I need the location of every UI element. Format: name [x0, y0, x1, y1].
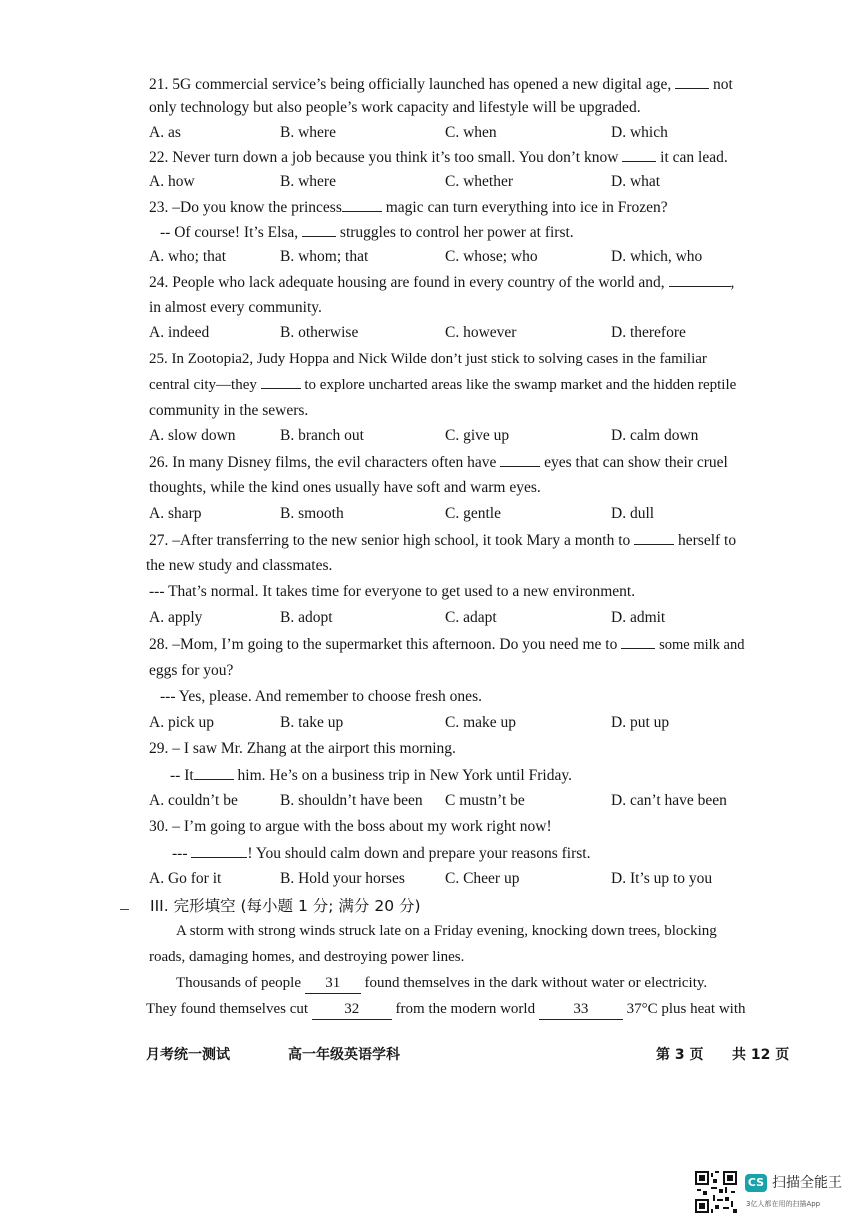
- passage-text-b: found themselves in the dark without water or electricity.: [364, 975, 708, 991]
- q28-line3: --- Yes, please. And remember to choose fresh ones.: [160, 688, 482, 705]
- q30-options: [149, 869, 799, 889]
- q21-text-a: 21. 5G commercial service’s being officially launched has opened a new digital age,: [149, 76, 672, 93]
- q28-option-a[interactable]: A. pick up: [149, 714, 215, 731]
- q23-options: [149, 247, 799, 267]
- q24-option-d[interactable]: D. therefore: [611, 324, 686, 341]
- q24-line1: 24. People who lack adequate housing are found in every country of the world and, ,: [149, 274, 735, 291]
- blank-33: 33: [539, 999, 623, 1020]
- footer-exam-name: 月考统一测试: [146, 1047, 230, 1063]
- q22-option-a[interactable]: A. how: [149, 173, 195, 190]
- q23-text-c: -- Of course! It’s Elsa,: [160, 224, 299, 241]
- blank-31: 31: [305, 973, 361, 994]
- q29-options: [149, 791, 799, 811]
- q23-option-a[interactable]: A. who; that: [149, 248, 227, 265]
- q29-option-a[interactable]: A. couldn’t be: [149, 792, 238, 809]
- q21-option-d[interactable]: D. which: [611, 124, 668, 141]
- q29-text-a: -- It: [170, 767, 194, 784]
- q22-line1: [149, 147, 799, 168]
- q26-line1: [149, 452, 799, 473]
- footer-subject: 高一年级英语学科: [288, 1047, 400, 1063]
- q23-option-b[interactable]: B. whom; that: [280, 248, 369, 265]
- q24-option-a[interactable]: A. indeed: [149, 324, 210, 341]
- q30-blank: [191, 843, 247, 858]
- q21-line1: [149, 74, 799, 95]
- q26-text-a: 26. In many Disney films, the evil characters often have: [149, 454, 497, 471]
- q27-options: [149, 608, 799, 628]
- blank-32: 32: [312, 999, 392, 1020]
- q22-text-a: 22. Never turn down a job because you think it’s too small. You don’t know: [149, 149, 619, 166]
- q29-option-b[interactable]: B. shouldn’t have been: [280, 792, 423, 809]
- passage-text-d: from the modern world: [395, 1001, 536, 1017]
- q25-text-b: to explore uncharted areas like the swamp market and the hidden reptile: [304, 377, 737, 393]
- q26-option-d[interactable]: D. dull: [611, 505, 655, 522]
- q24-line2: in almost every community.: [149, 299, 322, 316]
- q30-option-b[interactable]: B. Hold your horses: [280, 870, 405, 887]
- q30-line1: 30. – I’m going to argue with the boss about my work right now!: [149, 818, 552, 835]
- q26-text-b: eyes that can show their cruel: [544, 454, 728, 471]
- q21-text-b: not: [712, 76, 733, 93]
- passage-p1-line2: roads, damaging homes, and destroying power lines.: [149, 949, 465, 965]
- q25-option-c[interactable]: C. give up: [445, 427, 510, 444]
- q30-text-b: ! You should calm down and prepare your reasons first.: [247, 845, 591, 862]
- q27-line1: [149, 530, 799, 551]
- q27-option-c[interactable]: C. adapt: [445, 609, 497, 626]
- q25-options: [149, 426, 799, 446]
- q26-line2: thoughts, while the kind ones usually have soft and warm eyes.: [149, 479, 541, 496]
- q27-line2: the new study and classmates.: [146, 557, 333, 574]
- q22-text-b: it can lead.: [660, 149, 728, 166]
- q29-option-d[interactable]: D. can’t have been: [611, 792, 727, 809]
- q29-text-b: him. He’s on a business trip in New York until Friday.: [237, 767, 572, 784]
- q30-option-d[interactable]: D. It’s up to you: [611, 870, 713, 887]
- q22-option-d[interactable]: D. what: [611, 173, 661, 190]
- q30-option-c[interactable]: C. Cheer up: [445, 870, 520, 887]
- margin-dash: [120, 909, 129, 910]
- q24-options: [149, 323, 799, 343]
- q24-option-b[interactable]: B. otherwise: [280, 324, 359, 341]
- q30-line2: [172, 843, 822, 864]
- q28-line2: eggs for you?: [149, 662, 234, 679]
- section-heading: III. 完形填空 (每小题 1 分; 满分 20 分): [150, 897, 421, 915]
- q22-option-c[interactable]: C. whether: [445, 173, 514, 190]
- passage-p2-line1: [176, 973, 801, 994]
- q23-blank-1: [342, 197, 382, 212]
- q25-text-a: central city—they: [149, 377, 257, 393]
- q29-blank: [194, 765, 234, 780]
- q21-options: [149, 123, 799, 143]
- q21-line2: only technology but also people’s work capacity and lifestyle will be upgraded.: [149, 99, 641, 116]
- q25-line2: [149, 374, 799, 395]
- q25-line1: 25. In Zootopia2, Judy Hoppa and Nick Wilde don’t just stick to solving cases in the familiar: [149, 351, 707, 367]
- q25-option-b[interactable]: B. branch out: [280, 427, 364, 444]
- qr-code-icon: [695, 1171, 737, 1213]
- q21-option-b[interactable]: B. where: [280, 124, 336, 141]
- q28-blank: [621, 634, 655, 649]
- passage-text-a: Thousands of people: [176, 975, 301, 991]
- q24-blank: [669, 272, 731, 287]
- camscanner-tagline: 3亿人都在用的扫描App: [746, 1200, 821, 1208]
- camscanner-name: 扫描全能王: [772, 1175, 842, 1191]
- footer-page-total: 共 12 页: [732, 1047, 790, 1063]
- q29-option-c[interactable]: C mustn’t be: [445, 792, 525, 809]
- q27-line3: --- That’s normal. It takes time for everyone to get used to a new environment.: [149, 583, 636, 600]
- q27-option-a[interactable]: A. apply: [149, 609, 203, 626]
- q26-option-a[interactable]: A. sharp: [149, 505, 202, 522]
- q28-line1: [149, 634, 799, 655]
- q26-option-c[interactable]: C. gentle: [445, 505, 501, 522]
- camscanner-logo: CS: [745, 1174, 767, 1192]
- q28-options: [149, 713, 799, 733]
- q27-blank: [634, 530, 674, 545]
- q27-option-b[interactable]: B. adopt: [280, 609, 333, 626]
- q21-blank: [675, 74, 709, 89]
- q23-line1: [149, 197, 799, 218]
- q23-option-d[interactable]: D. which, who: [611, 248, 703, 265]
- q26-options: [149, 504, 799, 524]
- q26-option-b[interactable]: B. smooth: [280, 505, 344, 522]
- q25-option-d[interactable]: D. calm down: [611, 427, 699, 444]
- q24-option-c[interactable]: C. however: [445, 324, 517, 341]
- q27-text-b: herself to: [678, 532, 737, 549]
- passage-text-e: 37°C plus heat with: [626, 1001, 746, 1017]
- q29-line2: [170, 765, 820, 786]
- passage-p1-line1: A storm with strong winds struck late on a Friday evening, knocking down trees, blocking: [176, 923, 717, 939]
- passage-text-c: They found themselves cut: [146, 1001, 309, 1017]
- q23-text-d: struggles to control her power at first.: [339, 224, 574, 241]
- q22-option-b[interactable]: B. where: [280, 173, 336, 190]
- q22-options: [149, 172, 799, 192]
- q23-option-c[interactable]: C. whose; who: [445, 248, 538, 265]
- q28-text-b: some milk and: [659, 637, 745, 653]
- q25-line3: community in the sewers.: [149, 402, 309, 419]
- q28-text-a: 28. –Mom, I’m going to the supermarket this afternoon. Do you need me to: [149, 636, 618, 653]
- q23-line2: [160, 222, 810, 243]
- q28-option-d[interactable]: D. put up: [611, 714, 670, 731]
- passage-p2-line2: [146, 999, 796, 1020]
- q30-option-a[interactable]: A. Go for it: [149, 870, 222, 887]
- q21-option-c[interactable]: C. when: [445, 124, 497, 141]
- q27-option-d[interactable]: D. admit: [611, 609, 666, 626]
- q28-option-c[interactable]: C. make up: [445, 714, 517, 731]
- q24-text-a: 24. People who lack adequate housing are found in every country of the world and,: [149, 274, 665, 291]
- q22-blank: [622, 147, 656, 162]
- q23-text-b: magic can turn everything into ice in Frozen?: [385, 199, 668, 216]
- q26-blank: [500, 452, 540, 467]
- q25-option-a[interactable]: A. slow down: [149, 427, 236, 444]
- q25-blank: [261, 374, 301, 389]
- q23-text-a: 23. –Do you know the princess: [149, 199, 342, 216]
- q23-blank-2: [302, 222, 336, 237]
- q21-option-a[interactable]: A. as: [149, 124, 181, 141]
- q30-text-a: ---: [172, 845, 188, 862]
- footer-page-number: 第 3 页: [656, 1047, 704, 1063]
- q28-option-b[interactable]: B. take up: [280, 714, 344, 731]
- q27-text-a: 27. –After transferring to the new senior high school, it took Mary a month to: [149, 532, 631, 549]
- q29-line1: 29. – I saw Mr. Zhang at the airport this morning.: [149, 740, 456, 757]
